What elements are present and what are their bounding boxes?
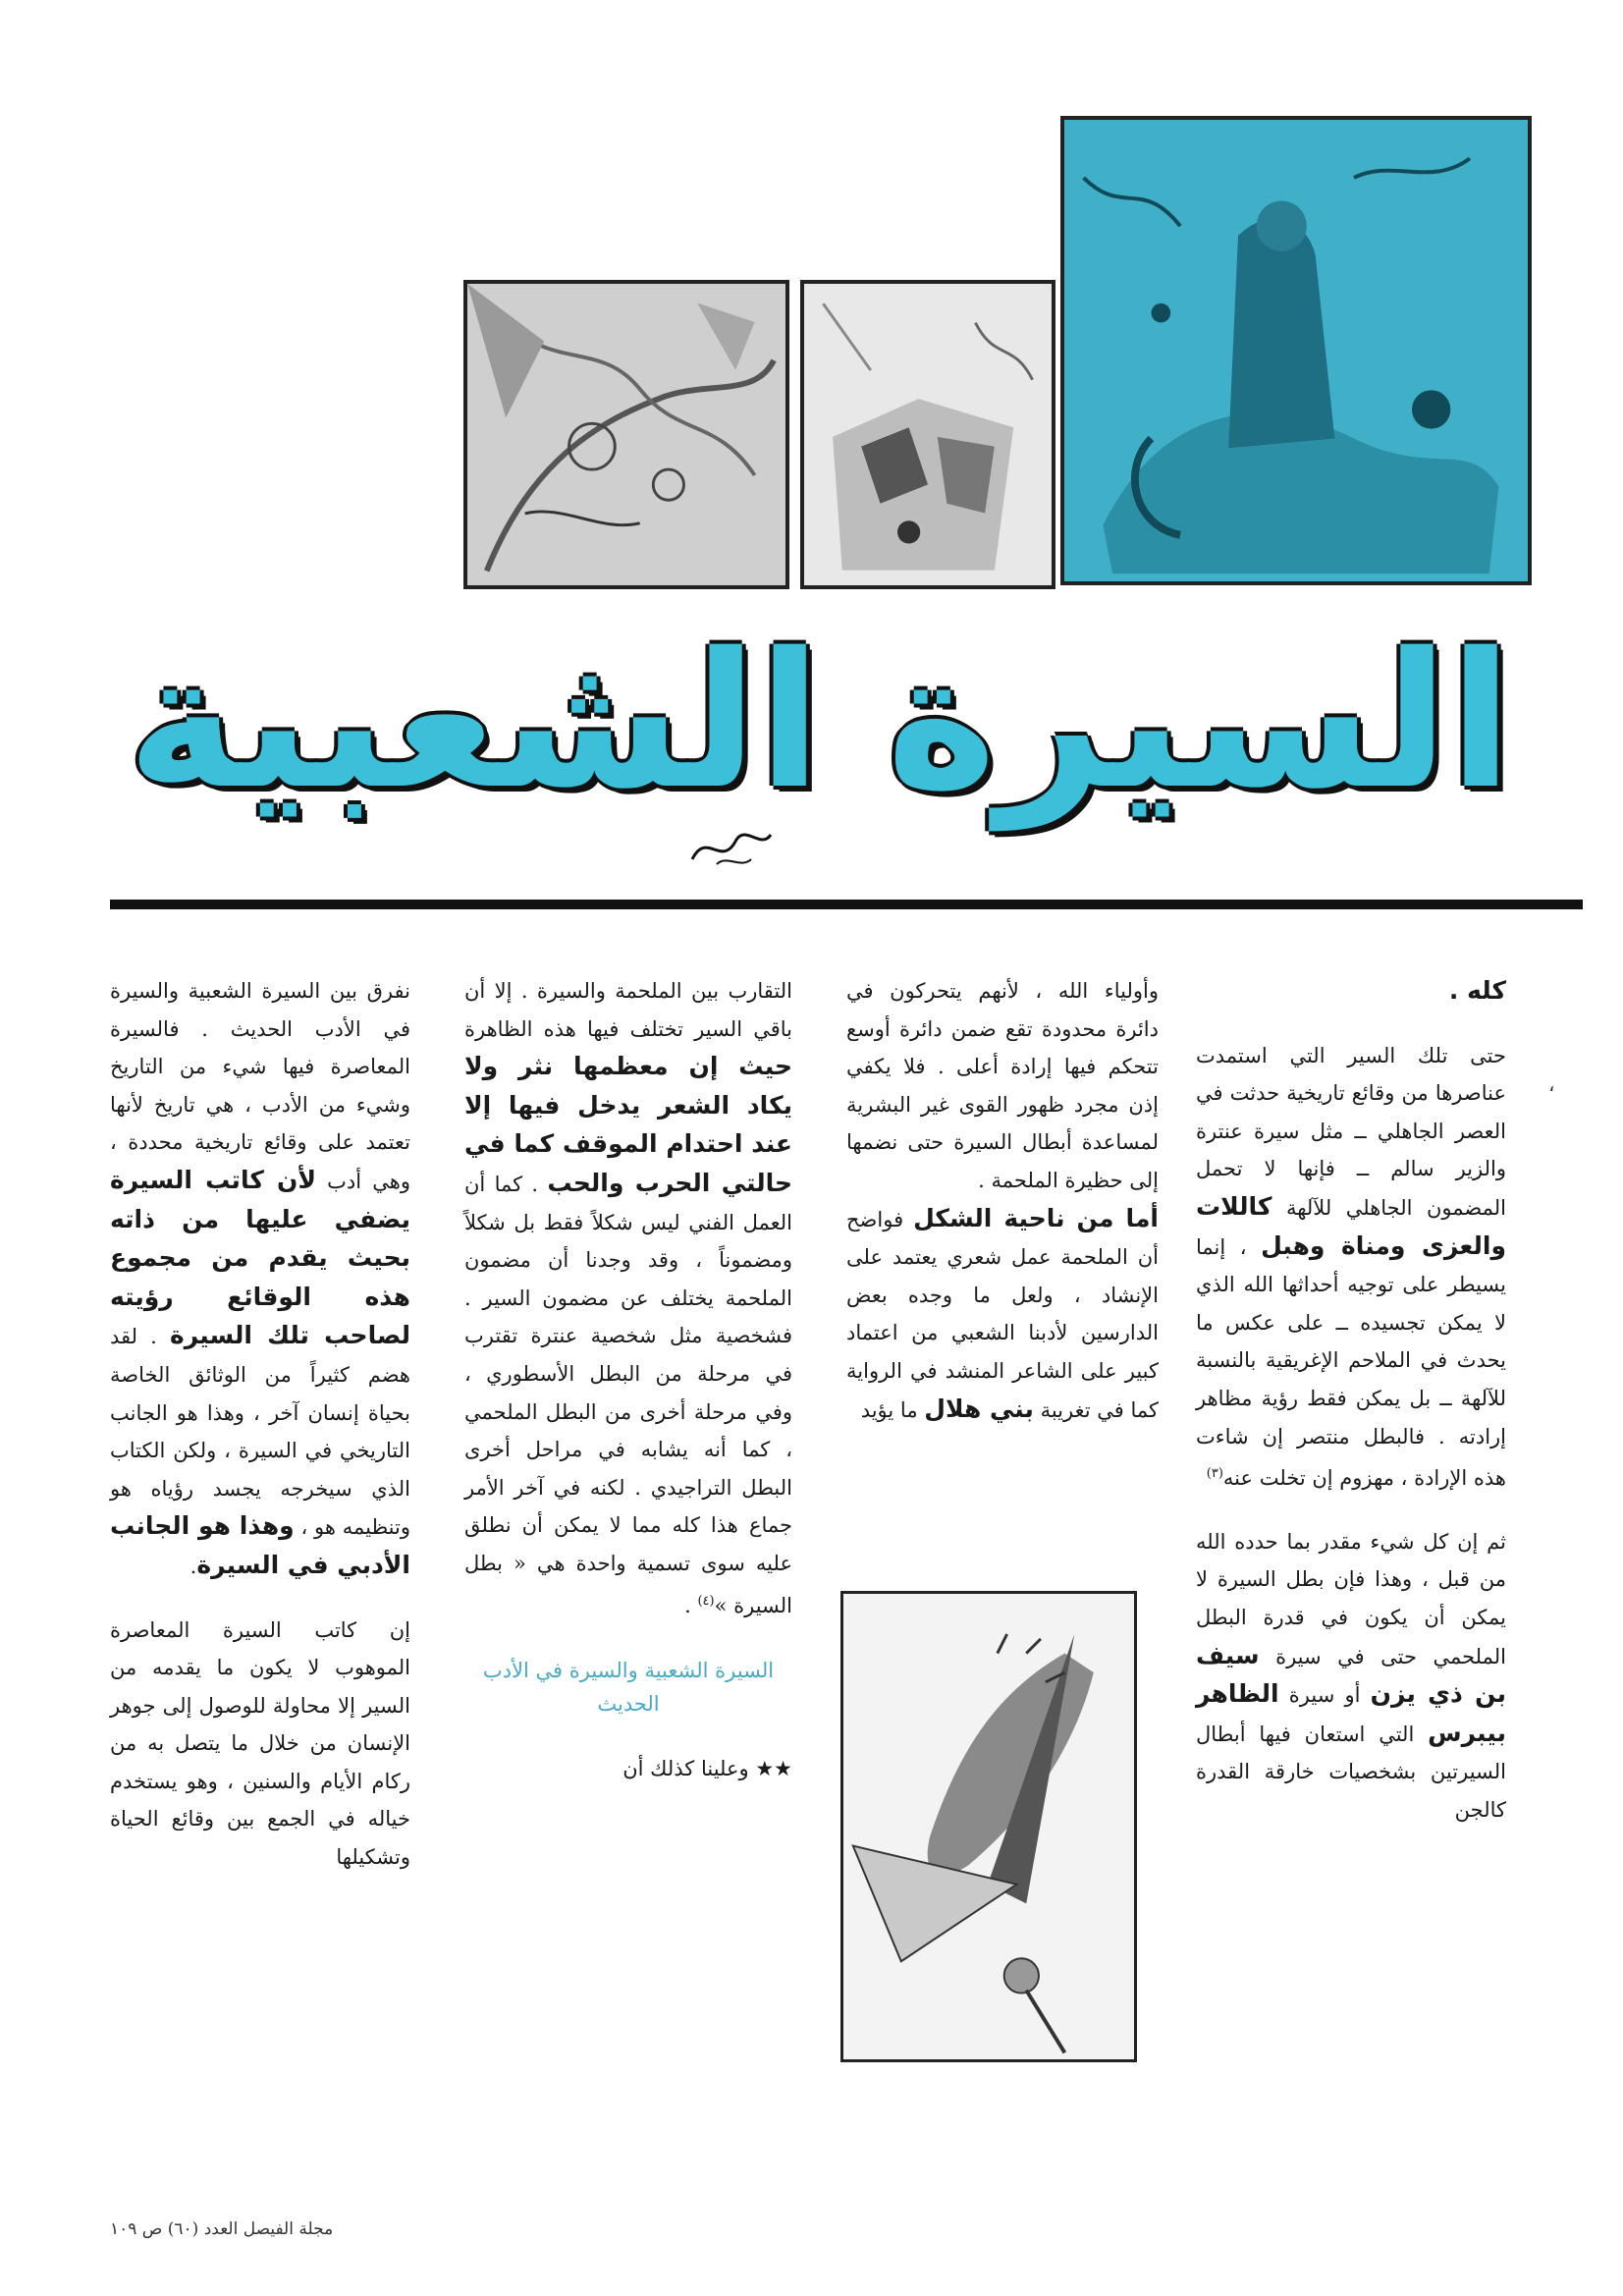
- horse-sketch-middle-illustration: [804, 284, 1052, 585]
- column-4-paragraph-2: [110, 1612, 410, 1877]
- paragraph-text: التقارب بين الملحمة والسيرة . إلا أن باقي السير تختلف فيها هذه الظاهرة: [464, 979, 792, 1041]
- bold-phrase: أما من ناحية الشكل: [913, 1203, 1159, 1232]
- paragraph-text: أو سيرة: [1288, 1683, 1361, 1708]
- spear-drawing-image: [840, 1591, 1137, 2062]
- bold-phrase: سيف بن ذي يزن: [1196, 1640, 1506, 1709]
- article-column-1: [1196, 972, 1506, 1829]
- paragraph-text: ، إنما يسيطر على توجيه أحداثها الله الذي لا يمكن تجسيده ــ على عكس ما يحدث في الملاحم الإغريقية بالنسبة للآلهة ــ بل يمكن فقط رؤية مظاهر إرادته . فالبطل منتصر إن شاءت هذه الإرادة ، مهزوم إن تخلت عنه: [1196, 1234, 1506, 1491]
- footnote-ref: (٣): [1206, 1466, 1223, 1482]
- column-2-paragraph-2: [846, 1200, 1159, 1430]
- margin-mark: ،: [1548, 1072, 1555, 1096]
- bold-phrase: لأن كاتب السيرة يضفي عليها من ذاته بحيث يقدم من مجموع هذه الوقائع رؤيته لصاحب تلك السيرة: [110, 1165, 410, 1350]
- column-1-paragraph-2: [1196, 1523, 1506, 1830]
- paragraph-text: التي استعان فيها أبطال السيرتين بشخصيات خارقة القدرة كالجن: [1196, 1722, 1506, 1822]
- column-1-opening: [1196, 972, 1506, 1011]
- paragraph-text: نفرق بين السيرة الشعبية والسيرة في الأدب الحديث . فالسيرة المعاصرة فيها شيء من التاريخ وشيء من الأدب ، هي تاريخ لأنها تعتمد على وقائع تاريخية محددة ، وهي أدب: [110, 979, 410, 1193]
- column-2-paragraph-1: [846, 972, 1159, 1200]
- section-subheading: السيرة الشعبية والسيرة في الأدب الحديث: [482, 1659, 775, 1717]
- calligrapher-signature-icon: [687, 820, 776, 874]
- title-banner: [59, 574, 1591, 879]
- bold-phrase: كله .: [1448, 976, 1506, 1005]
- bold-phrase: كاللات والعزى ومناة وهبل: [1196, 1191, 1506, 1260]
- miniature-rider-image: [1060, 116, 1532, 585]
- paragraph-text: وأولياء الله ، لأنهم يتحركون في دائرة محدودة تقع ضمن دائرة أوسع تتحكم فيها إرادة أعلى . فلا يكفي إذن مجرد ظهور القوى غير البشرية لمساعدة أبطال السيرة حتى نضمها إلى حظيرة الملحمة .: [846, 979, 1159, 1192]
- paragraph-text: حتى تلك السير التي استمدت عناصرها من وقائع تاريخية حدثت في العصر الجاهلي ــ مثل سيرة عنترة والزير سالم ــ فإنها لا تحمل المضمون الجاهلي للآلهة: [1196, 1043, 1506, 1220]
- bold-phrase: حيث إن معظمها نثر ولا يكاد الشعر يدخل فيها إلا عند احتدام الموقف كما في حالتي الحرب والحب: [464, 1052, 792, 1197]
- horse-sketch-image-middle: [800, 280, 1055, 589]
- title-divider-rule: [110, 900, 1583, 909]
- horse-sketch-image-left: [463, 280, 789, 589]
- page-footer: مجلة الفيصل العدد (٦٠) ص ١٠٩: [110, 2219, 334, 2239]
- paragraph-text: ثم إن كل شيء مقدر بما حدده الله من قبل ، وهذا فإن بطل السيرة لا يمكن أن يكون في قدرة البطل الملحمي حتى في سيرة: [1196, 1529, 1506, 1668]
- paragraph-text: ما يؤيد: [860, 1397, 918, 1422]
- paragraph-text: . لقد هضم كثيراً من الوثائق الخاصة بحياة إنسان آخر ، وهذا هو الجانب التاريخي في السيرة ، ولكن الكتاب الذي سيخرجه يجسد رؤياه هو وتنظيمه هو ،: [110, 1325, 411, 1540]
- column-3-paragraph-2: [464, 1750, 792, 1788]
- paragraph-text: . كما أن العمل الفني ليس شكلاً فقط بل شكلاً ومضموناً ، وقد وجدنا أن مضمون الملحمة يختلف عن مضمون السير . فشخصية مثل شخصية عنترة تقترب في مرحلة من البطل الأسطوري ، وفي مرحلة أخرى من البطل الملحمي ، كما أنه يشابه في مراحل أخرى البطل التراجيدي . لكنه في آخر الأمر جماع هذا كله مما لا يمكن أن نطلق عليه سوى تسمية واحدة هي « بطل السيرة »: [464, 1172, 792, 1617]
- paragraph-text: .: [189, 1554, 197, 1578]
- column-4-paragraph-1: [110, 972, 410, 1586]
- bold-phrase: بني هلال: [924, 1394, 1034, 1423]
- paragraph-text: إن كاتب السيرة المعاصرة الموهوب لا يكون ما يقدمه من السير إلا محاولة للوصول إلى جوهر الإنسان من خلال ما يتصل به من ركام الأيام والسنين ، وهو يستخدم خياله في الجمع بين وقائع الحياة وتشكيلها: [110, 1617, 410, 1870]
- column-1-paragraph-1: [1196, 1037, 1506, 1498]
- footnote-ref: (٤): [697, 1593, 715, 1609]
- page-title: السيرة الشعبية: [127, 613, 1513, 830]
- horse-sketch-left-illustration: [467, 284, 785, 585]
- woman-on-horse-illustration: [1064, 120, 1528, 581]
- column-3-paragraph-1: التقارب بين الملحمة والسيرة . إلا أن باقي السير تختلف فيها هذه الظاهرة حيث إن معظمها نثر ولا يكاد الشعر يدخل فيها إلا عند احتدام الموقف كما في حالتي الحرب والحب . كما أن العمل الفني ليس شكلاً فقط بل شكلاً ومضموناً ، وقد وجدنا أن مضمون الملحمة يختلف عن مضمون السير . فشخصية مثل شخصية عنترة تقترب في مرحلة من البطل الأسطوري ، وفي مرحلة أخرى من البطل الملحمي ، كما أنه يشابه في مراحل أخرى البطل التراجيدي . لكنه في آخر الأمر جماع هذا كله مما لا يمكن أن نطلق عليه سوى تسمية واحدة هي « بطل السيرة »$^{(٤)}$ .: [464, 979, 792, 1617]
- bold-phrase: وهذا هو الجانب الأدبي في السيرة: [110, 1511, 410, 1579]
- article-column-2: [846, 972, 1159, 1429]
- paragraph-text: ★★ وعلينا كذلك أن: [622, 1757, 792, 1781]
- paragraph-text: فواضح أن الملحمة عمل شعري يعتمد على الإنشاد ، ولعل ما وجده بعض الدارسين لأدبنا الشعبي من اعتماد كبير على الشاعر المنشد في الرواية كما في تغريبة: [846, 1207, 1159, 1422]
- spear-and-hand-illustration: [843, 1594, 1134, 2059]
- article-column-4: [110, 972, 410, 1877]
- article-column-3: [464, 972, 792, 1788]
- bold-phrase: الظاهر بيبرس: [1196, 1679, 1506, 1747]
